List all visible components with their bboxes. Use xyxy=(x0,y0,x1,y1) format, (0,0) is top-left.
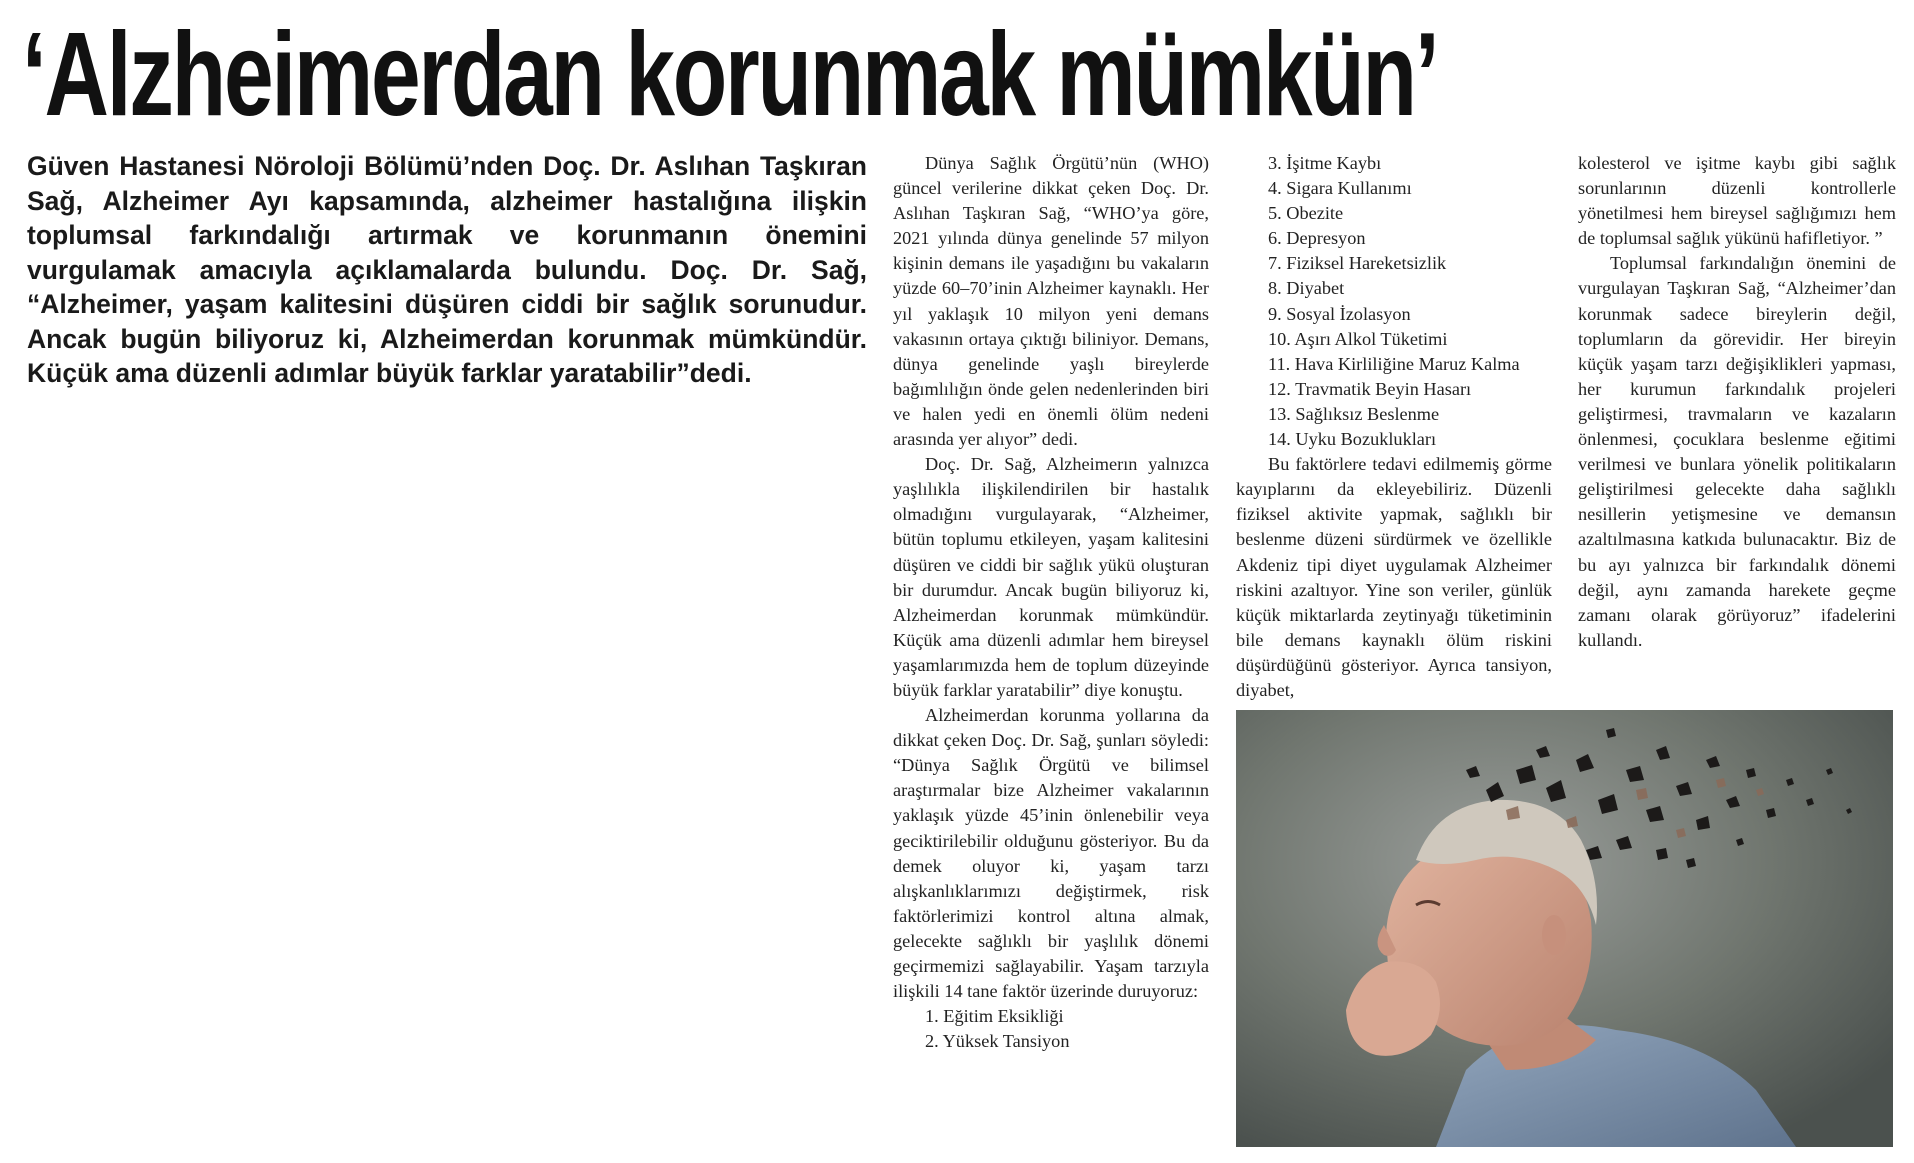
list-item: 2. Yüksek Tansiyon xyxy=(925,1031,1070,1052)
list-item: 4. Sigara Kullanımı xyxy=(1268,178,1412,199)
text-column-1 xyxy=(893,151,1209,1054)
alzheimer-head-illustration-icon xyxy=(1236,710,1893,1147)
list-item: 9. Sosyal İzolasyon xyxy=(1268,303,1411,324)
list-item: 1. Eğitim Eksikliği xyxy=(925,1006,1064,1027)
list-item: 5. Obezite xyxy=(1268,203,1344,224)
body-paragraph: Alzheimerdan korunma yollarına da dikkat çeken Doç. Dr. Sağ, şunları söyledi: “Dünya Sağlık Örgütü ve bilimsel araştırmalar bize Alzheimer vakalarının yaklaşık yüzde 45’inin önlenebilir veya geciktirilebilir olduğunu gösteriyor. Bu da demek oluyor ki, yaşam tarzı alışkanlıklarımızı değiştirmek, risk faktörlerimizi kontrol altına almak, gelecekte sağlıklı bir yaşlılık dönemi geçirmemizi sağlayabilir. Yaşam tarzıyla ilişkili 14 tane faktör üzerinde duruyoruz: xyxy=(893,705,1209,1002)
list-item: 3. İşitme Kaybı xyxy=(1268,153,1382,173)
list-item: 10. Aşırı Alkol Tüketimi xyxy=(1268,328,1448,349)
list-item: 13. Sağlıksız Beslenme xyxy=(1268,403,1440,424)
body-paragraph: Doç. Dr. Sağ, Alzheimerın yalnızca yaşlılıkla ilişkilendirilen bir hastalık olmadığını vurgulayarak, “Alzheimer, bütün toplumu etkileyen, yaşam kalitesini düşüren ve ciddi bir sağlık yükü oluşturan bir durumdur. Ancak bugün biliyoruz ki, Alzheimerdan korunmak mümkündür. Küçük ama düzenli adımlar hem bireysel yaşamlarımızda hem de toplum düzeyinde büyük farklar yaratabilir” diye konuştu. xyxy=(893,454,1209,700)
article-photo xyxy=(1236,710,1893,1147)
list-item: 6. Depresyon xyxy=(1268,228,1366,249)
article-lead: Güven Hastanesi Nöroloji Bölümü’nden Doç. Dr. Aslıhan Taşkıran Sağ, Alzheimer Ayı kapsamında, alzheimer hastalığına ilişkin toplumsal farkındalığı artırmak ve korunmanın önemini vurgulamak amacıyla açıklamalarda bulundu. Doç. Dr. Sağ, “Alzheimer, yaşam kalitesini düşüren ciddi bir sağlık sorunudur. Ancak bugün biliyoruz ki, Alzheimerdan korunmak mümkündür. Küçük ama düzenli adımlar büyük farklar yaratabilir”dedi. xyxy=(27,151,867,388)
text-column-2 xyxy=(1236,151,1552,703)
body-paragraph: kolesterol ve işitme kaybı gibi sağlık sorunlarının düzenli kontrollerle yönetilmesi hem bireysel sağlığımızı hem de toplumsal sağlık yükünü hafifletiyor. ” xyxy=(1578,153,1896,249)
list-item: 7. Fiziksel Hareketsizlik xyxy=(1268,253,1447,274)
list-item: 8. Diyabet xyxy=(1268,278,1345,299)
list-item: 14. Uyku Bozuklukları xyxy=(1268,429,1437,450)
article-headline: ‘Alzheimerdan korunmak mümkün’ xyxy=(22,8,1438,141)
list-item: 12. Travmatik Beyin Hasarı xyxy=(1268,378,1472,399)
body-paragraph: Toplumsal farkındalığın önemini de vurgulayan Taşkıran Sağ, “Alzheimer’dan korunmak sadece bireylerin değil, toplumların da görevidir. Her bireyin küçük yaşam tarzı değişiklikleri yapması, her kurumun farkındalık projeleri geliştirmesi, travmaların ve kazaların önlenmesi, çocuklara beslenme eğitimi verilmesi ve bunlara yönelik politikaların geliştirilmesi gelecekte daha sağlıklı nesillerin yetişmesine ve demansın azaltılmasına katkıda bulunacaktır. Biz de bu ayı yalnızca bir farkındalık dönemi değil, aynı zamanda harekete geçme zamanı olarak görüyoruz” ifadelerini kullandı. xyxy=(1578,253,1896,650)
body-paragraph: Dünya Sağlık Örgütü’nün (WHO) güncel verilerine dikkat çeken Doç. Dr. Aslıhan Taşkıran Sağ, “WHO’ya göre, 2021 yılında dünya genelinde 57 milyon kişinin demans ile yaşadığını bu vakaların yüzde 60–70’inin Alzheimer kaynaklı. Her yıl yaklaşık 10 milyon yeni demans vakasının ortaya çıktığı biliniyor. Demans, dünya genelinde yaşlı bireylerde bağımlılığın önde gelen nedenlerinden biri ve halen yedi en önemli ölüm nedeni arasında yer alıyor” dedi. xyxy=(893,153,1209,450)
body-paragraph: Bu faktörlere tedavi edilmemiş görme kayıplarını da ekleyebiliriz. Düzenli fiziksel aktivite yapmak, sağlıklı bir beslenme düzeni sürdürmek ve özellikle Akdeniz tipi diyet uygulamak Alzheimer riskini azaltıyor. Yine son veriler, günlük küçük miktarlarda zeytinyağı tüketiminin bile demans kaynaklı ölüm riskini düşürdüğünü gösteriyor. Ayrıca tansiyon, diyabet, xyxy=(1236,454,1552,700)
list-item: 11. Hava Kirliliğine Maruz Kalma xyxy=(1268,353,1520,374)
text-column-3 xyxy=(1578,151,1896,653)
